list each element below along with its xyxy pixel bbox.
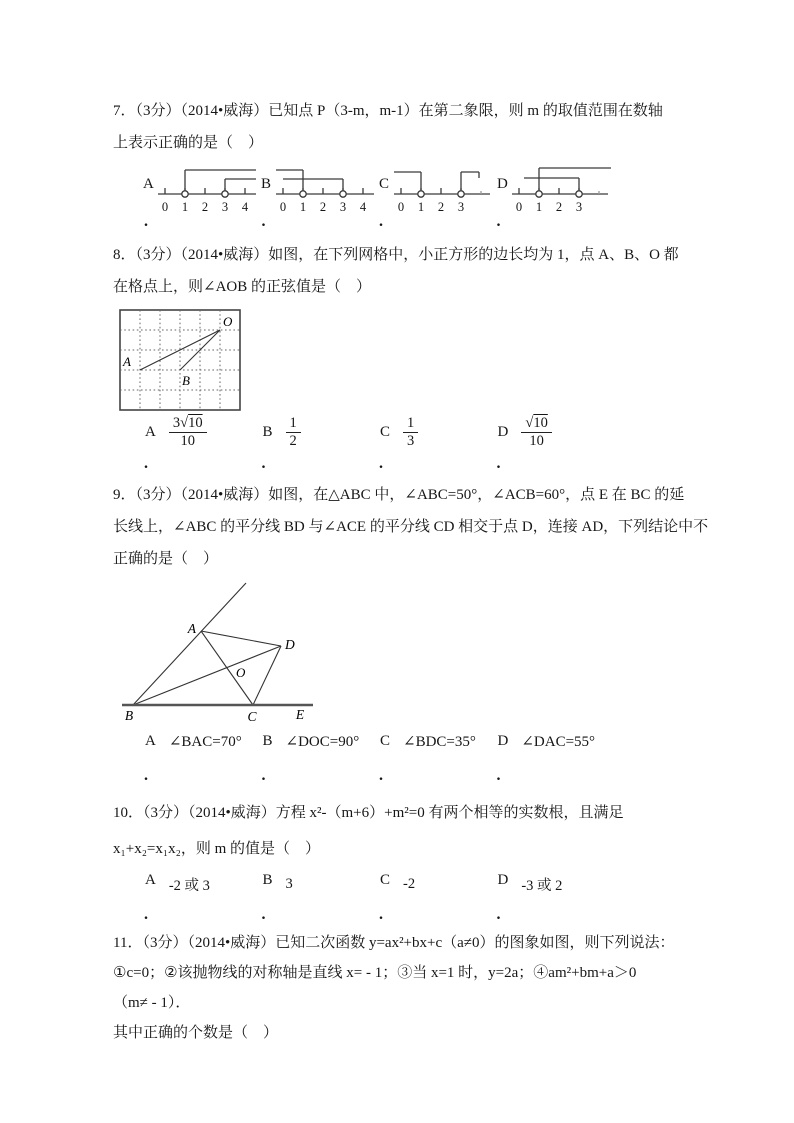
triangle-figure [108, 577, 333, 727]
q9-text-line-3: 正确的是（ ） [113, 551, 219, 568]
dot: . [261, 213, 266, 230]
question-9 [113, 479, 709, 575]
option-letter: B [262, 733, 273, 750]
number-line-a-svg [157, 164, 257, 202]
dot: . [379, 767, 383, 785]
tick-label: 0 [397, 200, 405, 214]
q9-option-b [263, 732, 381, 751]
q11-text-line-3: （m≠ - 1）． [113, 995, 191, 1012]
tick-label: 1 [535, 200, 543, 214]
dot: . [144, 906, 148, 924]
tick-label: 1 [181, 200, 189, 214]
q8-options [113, 415, 698, 449]
dot: . [261, 767, 266, 785]
tick-label: 1 [417, 200, 425, 214]
q8-option-dots [113, 455, 698, 473]
q8-option-b [263, 415, 381, 449]
option-value: ∠BDC=35° [403, 734, 476, 751]
option-letter: C [380, 423, 391, 440]
option-value: ∠BAC=70° [168, 734, 242, 751]
tick-label: 0 [279, 200, 287, 214]
q10-option-d [497, 870, 616, 895]
dot: . [496, 455, 501, 473]
q9-text-line-2: 长线上，∠ABC 的平分线 BD 与∠ACE 的平分线 CD 相交于点 D，连接 AD，下列结论中不 [113, 519, 709, 536]
choice-letter-a: A [143, 175, 154, 192]
tick-label: 3 [339, 200, 347, 214]
option-letter: D [497, 733, 509, 750]
question-8 [113, 239, 698, 303]
option-letter: A [145, 733, 156, 750]
tick-label: 3 [457, 200, 465, 214]
choice-letter-b: B [261, 175, 272, 192]
q7-choice-diagrams [113, 164, 698, 216]
dot: . [144, 767, 148, 785]
dot: . [496, 906, 501, 924]
q9-option-c [380, 732, 498, 751]
q10-option-b [262, 872, 381, 893]
option-value-fraction: $\frac{3√10}{10}$ [169, 415, 207, 449]
tick-label: 4 [359, 200, 367, 214]
tri-point-o-label: O [236, 665, 246, 681]
option-letter: D [497, 423, 509, 440]
q10-option-c [380, 872, 498, 893]
dot: . [379, 455, 383, 473]
q9-option-a [145, 732, 263, 751]
dot: . [379, 213, 383, 230]
tick-label: 4 [241, 200, 249, 214]
question-11 [113, 928, 698, 1048]
option-value: -2 [403, 876, 416, 893]
number-line-figure-b [275, 164, 375, 216]
tick-label: 0 [515, 200, 523, 214]
q11-text-line-4: 其中正确的个数是（ ） [113, 1025, 279, 1042]
dot: . [144, 213, 148, 230]
tick-label: 2 [437, 200, 445, 214]
number-line-d-svg [511, 164, 611, 202]
question-7 [113, 95, 698, 159]
grid-point-o-label: O [223, 314, 233, 329]
option-value: ∠DOC=90° [285, 734, 360, 751]
grid-figure [119, 309, 241, 411]
number-line-figure-c [393, 164, 493, 216]
q7-choice-c [379, 164, 497, 216]
q7-choice-b [261, 164, 379, 216]
tick-label: 0 [161, 200, 169, 214]
number-line-c-ticks [393, 200, 493, 215]
q8-text-line-2: 在格点上，则∠AOB 的正弦值是（ ） [113, 279, 371, 295]
option-letter: B [262, 423, 273, 440]
dot: . [261, 906, 266, 924]
q8-option-c [380, 415, 498, 449]
q7-text-line-1: 7．（3分）（2014•威海）已知点 P（3-m，m-1）在第二象限，则 m 的取值范围在数轴 [113, 103, 663, 119]
number-line-figure-a [157, 164, 257, 216]
option-value-fraction: $\frac{1}{3}$ [403, 415, 418, 449]
q10-text-line-1: 10．（3分）（2014•威海）方程 x²-（m+6）+m²=0 有两个相等的实数根，且满足 [113, 805, 624, 822]
number-line-a-ticks [157, 200, 257, 215]
tick-label: 3 [221, 200, 229, 214]
grid-point-a-label: A [123, 354, 131, 369]
q8-option-a [145, 415, 263, 449]
q8-option-d [498, 415, 616, 449]
option-value-fraction: $\frac{1}{2}$ [286, 415, 301, 449]
option-value: -2 或 3 [168, 878, 210, 895]
tick-label: 2 [319, 200, 327, 214]
q9-option-d [498, 732, 616, 751]
option-letter: D [497, 872, 509, 889]
dot: . [261, 455, 266, 473]
dot: . [379, 906, 383, 924]
tri-point-b-label: B [124, 708, 134, 724]
dot: . [144, 455, 148, 473]
dot: . [496, 213, 501, 230]
tri-point-e-label: E [295, 707, 305, 723]
option-value: ∠DAC=55° [521, 734, 596, 751]
number-line-b-svg [275, 164, 375, 202]
q7-text-line-2: 上表示正确的是（ ） [113, 135, 264, 151]
tick-label: 3 [575, 200, 583, 214]
tick-label: 1 [299, 200, 307, 214]
option-letter: C [380, 733, 391, 750]
option-letter: C [380, 872, 391, 889]
q10-text-line-2: x₁+x₂=x₁x₂，则 m 的值是（ ） [113, 841, 321, 858]
option-letter: A [145, 423, 156, 440]
choice-letter-d: D [497, 175, 508, 192]
q11-text-line-2: ①c=0；②该抛物线的对称轴是直线 x= - 1；③当 x=1 时，y=2a；④am²+bm+a＞0 [113, 965, 637, 982]
q11-text-line-1: 11．（3分）（2014•威海）已知二次函数 y=ax²+bx+c（a≠0）的图象如图，则下列说法： [113, 935, 675, 952]
number-line-figure-d [511, 164, 611, 216]
option-value-fraction: $\frac{√10}{10}$ [521, 415, 551, 449]
option-letter: B [262, 872, 273, 889]
grid-point-b-label: B [182, 373, 190, 388]
number-line-c-svg [393, 164, 493, 202]
question-10 [113, 795, 698, 867]
q9-option-dots [113, 767, 698, 785]
tick-label: 2 [201, 200, 209, 214]
option-value: 3 [285, 876, 293, 893]
q8-text-line-1: 8．（3分）（2014•威海）如图，在下列网格中，小正方形的边长均为 1，点 A、B、O 都 [113, 247, 679, 263]
tri-point-c-label: C [247, 709, 257, 725]
option-value: -3 或 2 [521, 878, 563, 895]
tri-point-d-label: D [285, 637, 295, 653]
q10-options [113, 870, 698, 895]
tick-label: 2 [555, 200, 563, 214]
q9-options [113, 732, 698, 751]
choice-letter-c: C [379, 175, 390, 192]
option-letter: A [145, 872, 156, 889]
tri-point-a-label: A [187, 621, 196, 637]
q7-choice-a [143, 164, 261, 216]
q10-option-dots [113, 906, 698, 924]
number-line-b-ticks [275, 200, 375, 215]
number-line-d-ticks [511, 200, 611, 215]
q10-option-a [145, 870, 263, 895]
q7-choice-d [497, 164, 615, 216]
q9-text-line-1: 9．（3分）（2014•威海）如图，在△ABC 中，∠ABC=50°，∠ACB=60°，点 E 在 BC 的延 [113, 487, 685, 504]
dot: . [496, 767, 501, 785]
q7-option-dots [113, 213, 698, 231]
